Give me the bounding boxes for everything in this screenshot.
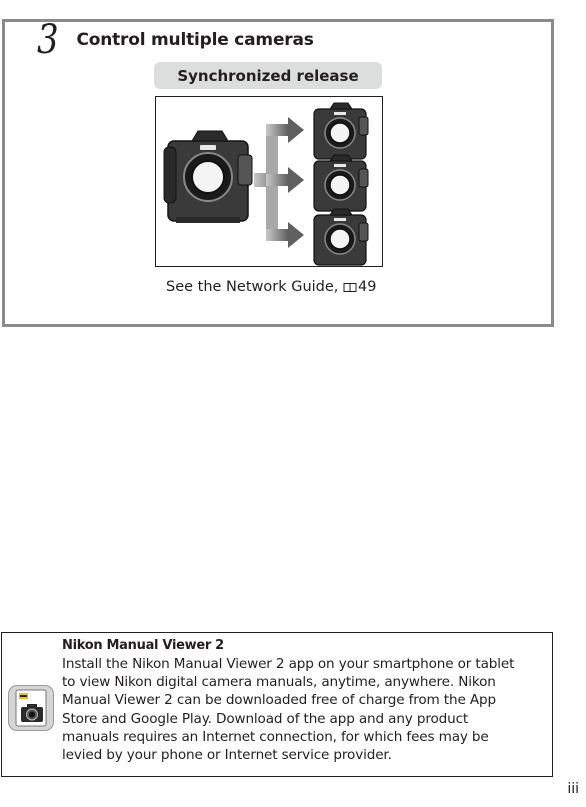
main-camera-icon <box>164 131 252 223</box>
section-title: Control multiple cameras <box>76 30 314 50</box>
note-line: to view Nikon digital camera manuals, anytime, anywhere. Nikon <box>62 674 496 691</box>
note-title: Nikon Manual Viewer 2 <box>62 638 224 653</box>
manual-viewer-icon <box>8 685 54 731</box>
caption-text: See the Network Guide, <box>166 279 339 295</box>
remote-camera-icon <box>314 155 368 211</box>
note-line: Store and Google Play. Download of the app and any product <box>62 710 469 727</box>
remote-camera-icon <box>314 103 368 159</box>
note-line: levied by your phone or Internet service provider. <box>62 747 392 764</box>
book-icon <box>343 282 357 293</box>
manual-viewer-note <box>1 632 553 777</box>
note-line: Manual Viewer 2 can be downloaded free of charge from the App <box>62 692 496 709</box>
release-arrows <box>254 117 304 248</box>
section-number: 3 <box>37 17 59 63</box>
note-line: Install the Nikon Manual Viewer 2 app on your smartphone or tablet <box>62 656 515 672</box>
caption-page: 49 <box>358 279 377 295</box>
multi-camera-diagram <box>156 97 382 266</box>
remote-camera-icon <box>314 209 368 265</box>
multi-camera-illustration <box>155 96 383 267</box>
network-guide-reference <box>166 279 376 295</box>
synchronized-release-label: Synchronized release <box>154 62 382 89</box>
note-line: manuals requires an Internet connection, for which fees may be <box>62 728 489 745</box>
section-header <box>33 17 324 63</box>
page-number: iii <box>567 781 579 797</box>
note-body <box>62 655 548 764</box>
nikon-manual-viewer-app-icon <box>8 685 54 731</box>
